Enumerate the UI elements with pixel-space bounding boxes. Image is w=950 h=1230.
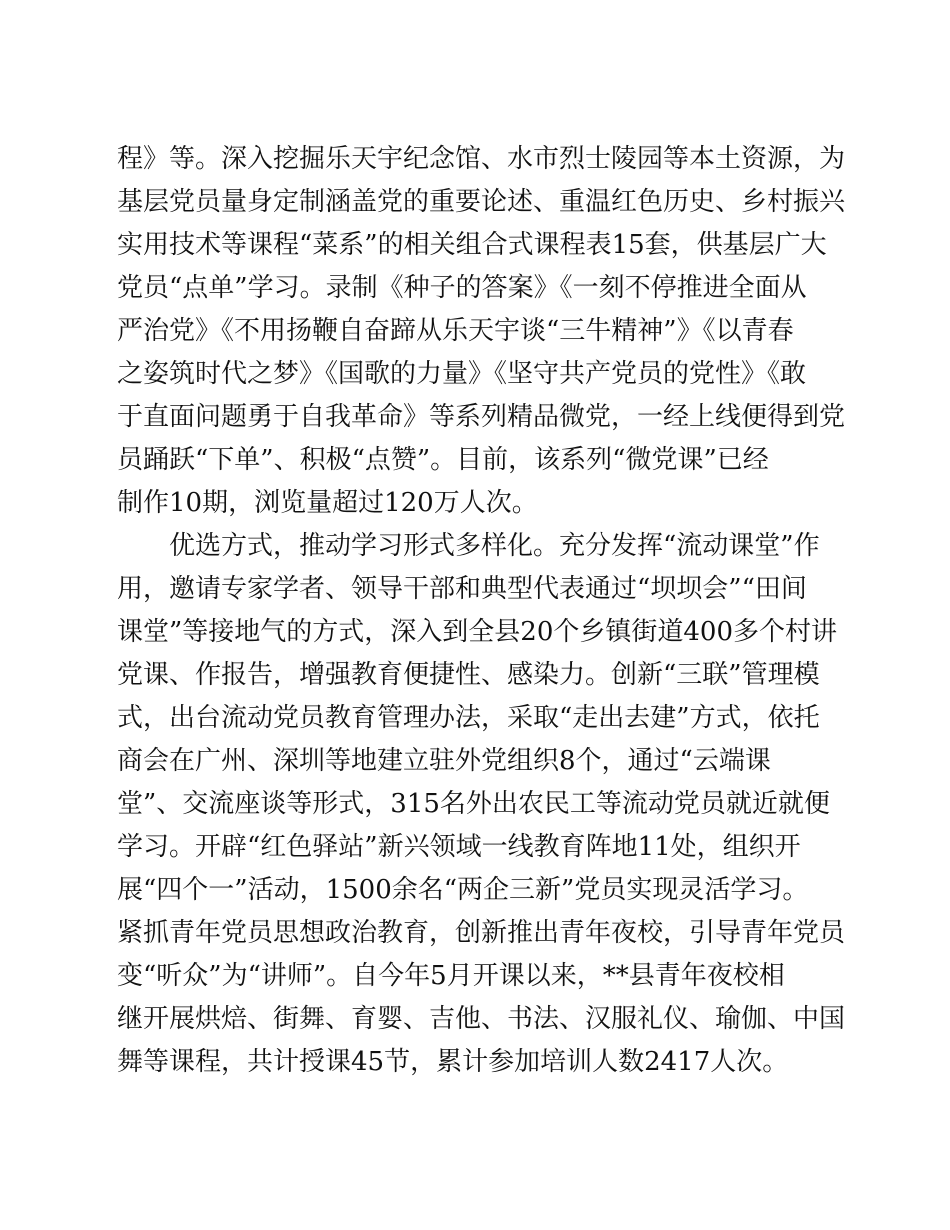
paragraph-2-first-line: 优选方式，推动学习形式多样化。充分发挥“流动课堂”作	[169, 531, 820, 561]
document-body	[117, 138, 846, 1084]
paragraph-1-line: 基层党员量身定制涵盖党的重要论述、重温红色历史、乡村振兴	[117, 187, 846, 217]
paragraph-2-line: 党课、作报告，增强教育便捷性、感染力。创新“三联”管理模	[117, 660, 820, 690]
paragraph-2-line: 堂”、交流座谈等形式，315名外出农民工等流动党员就近就便	[117, 789, 830, 819]
paragraph-1-line: 党员“点单”学习。录制《种子的答案》《一刻不停推进全面从	[117, 273, 807, 303]
paragraph-1-line: 实用技术等课程“菜系”的相关组合式课程表15套，供基层广大	[117, 230, 827, 260]
paragraph-2-line: 舞等课程，共计授课45节，累计参加培训人数2417人次。	[117, 1047, 789, 1077]
paragraph-1-line: 严治党》《不用扬鞭自奋蹄从乐天宇谈“三牛精神”》《以青春	[117, 316, 794, 346]
paragraph-1-line: 程》等。深入挖掘乐天宇纪念馆、水市烈士陵园等本土资源，为	[117, 144, 846, 174]
paragraph-1-line: 之姿筑时代之梦》《国歌的力量》《坚守共产党员的党性》《敢	[117, 359, 807, 389]
paragraph-2-line: 变“听众”为“讲师”。自今年5月开课以来，**县青年夜校相	[117, 961, 785, 991]
paragraph-1-line: 于直面问题勇于自我革命》等系列精品微党，一经上线便得到党	[117, 402, 846, 432]
paragraph-2-line: 课堂”等接地气的方式，深入到全县20个乡镇街道400多个村讲	[117, 617, 838, 647]
paragraph-2-line: 式，出台流动党员教育管理办法，采取“走出去建”方式，依托	[117, 703, 820, 733]
paragraph-1-line: 制作10期，浏览量超过120万人次。	[117, 488, 538, 518]
paragraph-2-line: 继开展烘焙、街舞、育婴、吉他、书法、汉服礼仪、瑜伽、中国	[117, 1004, 846, 1034]
paragraph-2-line: 用，邀请专家学者、领导干部和典型代表通过“坝坝会”“田间	[117, 574, 807, 604]
paragraph-2-line: 商会在广州、深圳等地建立驻外党组织8个，通过“云端课	[117, 746, 771, 776]
paragraph-2-line: 展“四个一”活动，1500余名“两企三新”党员实现灵活学习。	[117, 875, 809, 905]
paragraph-1-line: 员踊跃“下单”、积极“点赞”。目前，该系列“微党课”已经	[117, 445, 769, 475]
paragraph-2-line: 紧抓青年党员思想政治教育，创新推出青年夜校，引导青年党员	[117, 918, 846, 948]
paragraph-2-line: 学习。开辟“红色驿站”新兴领域一线教育阵地11处，组织开	[117, 832, 801, 862]
